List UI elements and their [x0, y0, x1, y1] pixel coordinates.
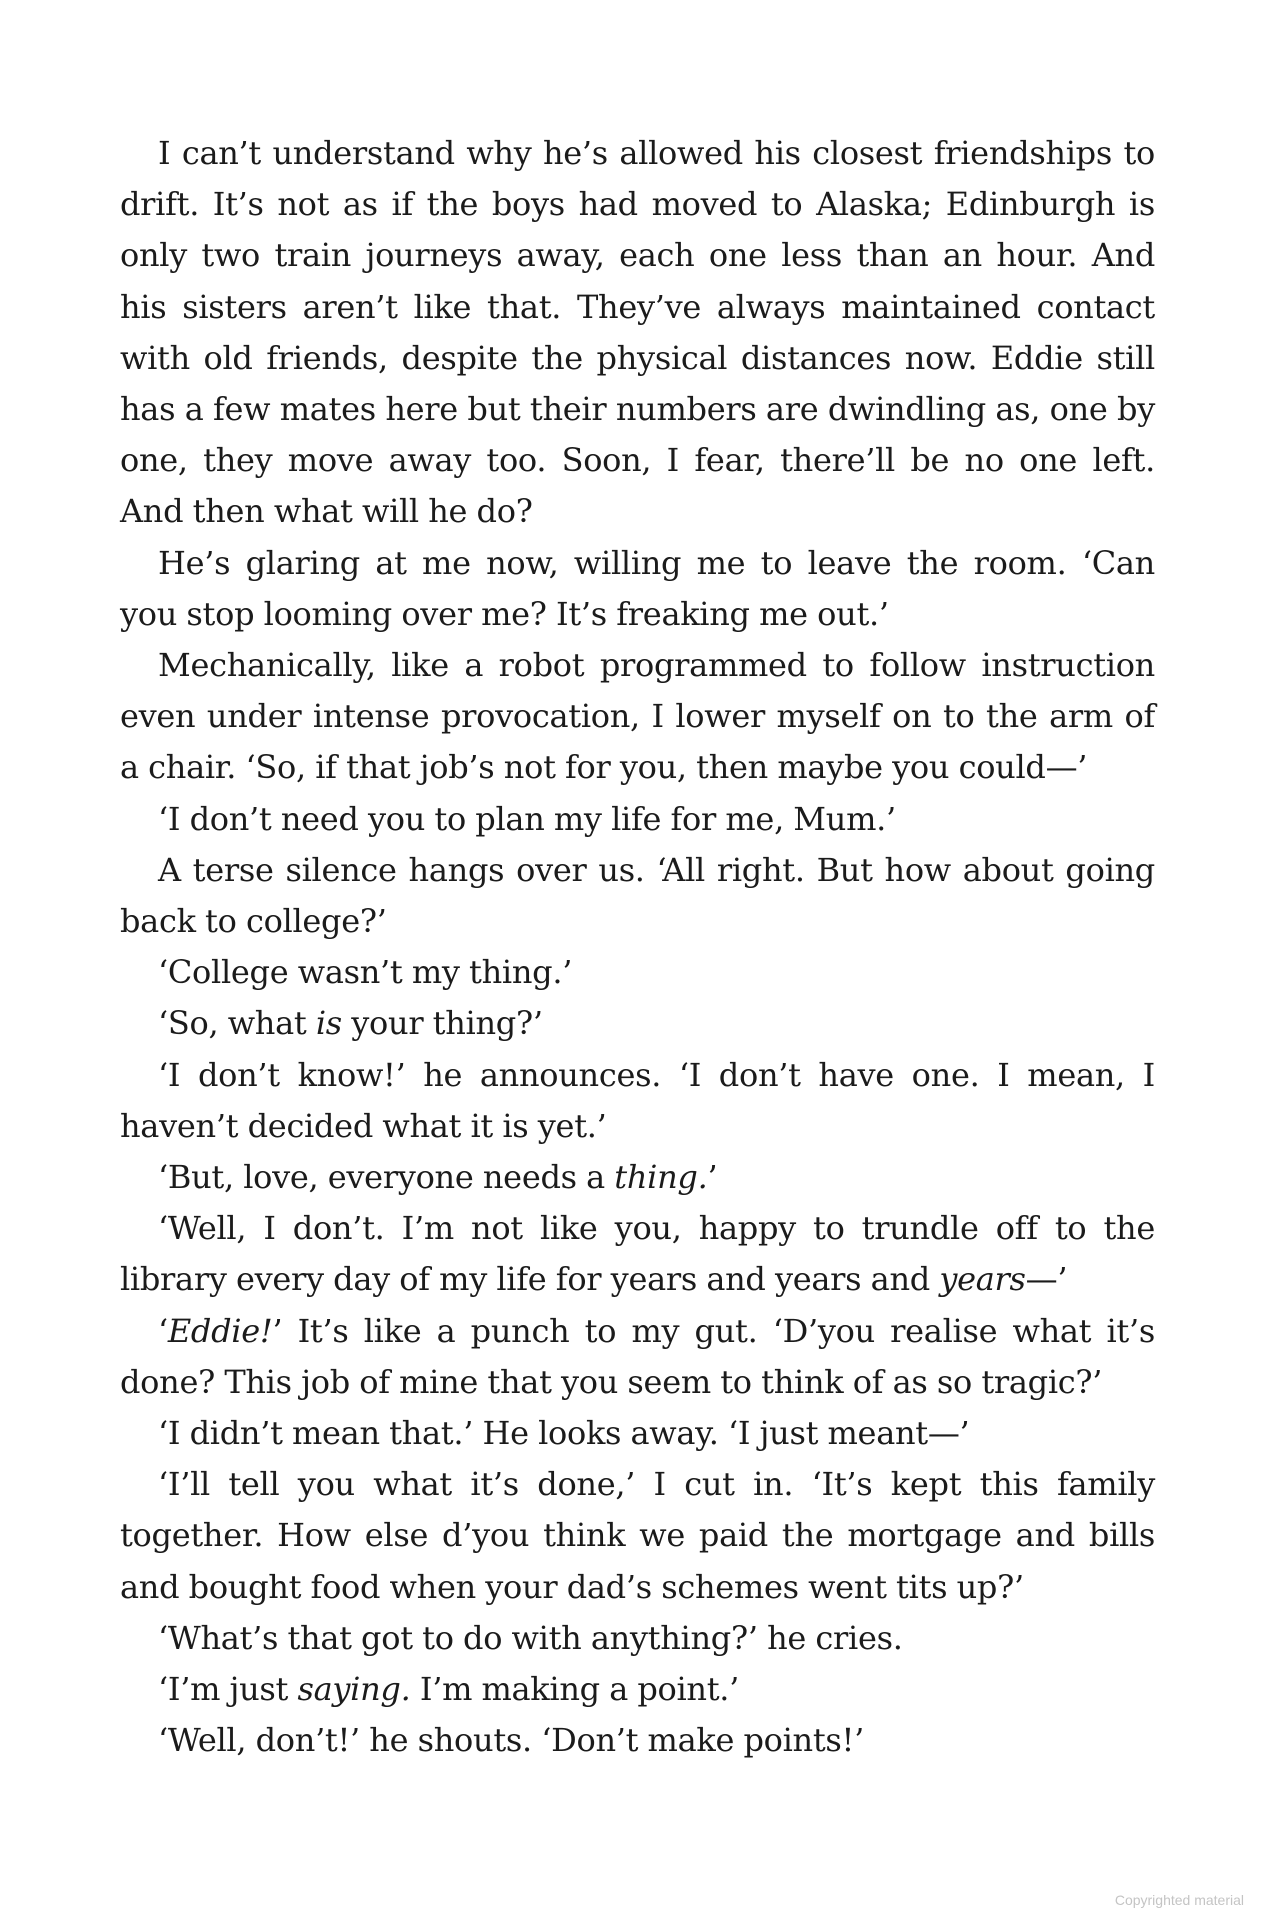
text-run: ‘Well, I don’t. I’m not like you, happy to trundle off to the library every day of my life for years and years and	[120, 1209, 1155, 1299]
text-run: ‘	[158, 1311, 168, 1350]
text-run: ‘College wasn’t my thing.’	[158, 953, 573, 992]
text-run: ‘Well, don’t!’ he shouts. ‘Don’t make points!’	[158, 1721, 864, 1760]
text-run: Mechanically, like a robot programmed to follow instruction even under intense provocation, I lower myself on to the arm of a chair. ‘So, if that job’s not for you, then maybe you could—’	[120, 646, 1155, 787]
text-run: ‘I’ll tell you what it’s done,’ I cut in. ‘It’s kept this family together. How else d’you think we paid the mortgage and bills and bought food when your dad’s schemes went tits up?’	[120, 1465, 1155, 1606]
italic-text: thing.	[614, 1158, 708, 1197]
text-run: He’s glaring at me now, willing me to leave the room. ‘Can you stop looming over me? It’s freaking me out.’	[120, 543, 1155, 633]
paragraph	[120, 947, 1155, 998]
page-body	[120, 128, 1155, 1767]
paragraph	[120, 538, 1155, 640]
paragraph	[120, 1203, 1155, 1305]
text-run: ‘I don’t know!’ he announces. ‘I don’t have one. I mean, I haven’t decided what it is yet.’	[120, 1055, 1155, 1145]
paragraph	[120, 1050, 1155, 1152]
paragraph	[120, 998, 1155, 1049]
paragraph	[120, 640, 1155, 794]
text-run: I can’t understand why he’s allowed his closest friendships to drift. It’s not as if the boys had moved to Alaska; Edinburgh is only two train journeys away, each one less than an hour. And his sisters aren’t like that. They’ve always maintained contact with old friends, despite the physical distances now. Eddie still has a few mates here but their numbers are dwindling as, one by one, they move away too. Soon, I fear, there’ll be no one left. And then what will he do?	[120, 134, 1155, 531]
text-run: ‘I don’t need you to plan my life for me, Mum.’	[158, 799, 896, 838]
paragraph	[120, 845, 1155, 947]
text-run: ‘I’m just	[158, 1670, 298, 1709]
paragraph	[120, 1306, 1155, 1408]
paragraph	[120, 1715, 1155, 1766]
italic-text: is	[315, 1004, 342, 1043]
paragraph	[120, 1152, 1155, 1203]
text-run: ‘But, love, everyone needs a	[158, 1158, 615, 1197]
text-run: I’m making a point.’	[410, 1670, 740, 1709]
paragraph	[120, 1664, 1155, 1715]
text-run: —’	[1025, 1260, 1068, 1299]
italic-text: Eddie!	[167, 1311, 273, 1350]
text-run: ’	[707, 1158, 718, 1197]
text-run: ’ It’s like a punch to my gut. ‘D’you realise what it’s done? This job of mine that you seem to think of as so tragic?’	[120, 1311, 1155, 1401]
text-run: A terse silence hangs over us. ‘All right. But how about going back to college?’	[120, 850, 1155, 941]
paragraph	[120, 1408, 1155, 1459]
text-run: ‘I didn’t mean that.’ He looks away. ‘I just meant—’	[158, 1414, 970, 1453]
text-run: your thing?’	[341, 1004, 543, 1043]
paragraph	[120, 794, 1155, 845]
italic-text: years	[939, 1260, 1026, 1299]
text-run: ‘So, what	[158, 1004, 316, 1043]
paragraph	[120, 128, 1155, 538]
paragraph	[120, 1459, 1155, 1613]
copyright-watermark: Copyrighted material	[1114, 1892, 1244, 1908]
italic-text: saying.	[297, 1670, 411, 1709]
paragraph	[120, 1613, 1155, 1664]
text-run: ‘What’s that got to do with anything?’ he cries.	[158, 1618, 903, 1657]
